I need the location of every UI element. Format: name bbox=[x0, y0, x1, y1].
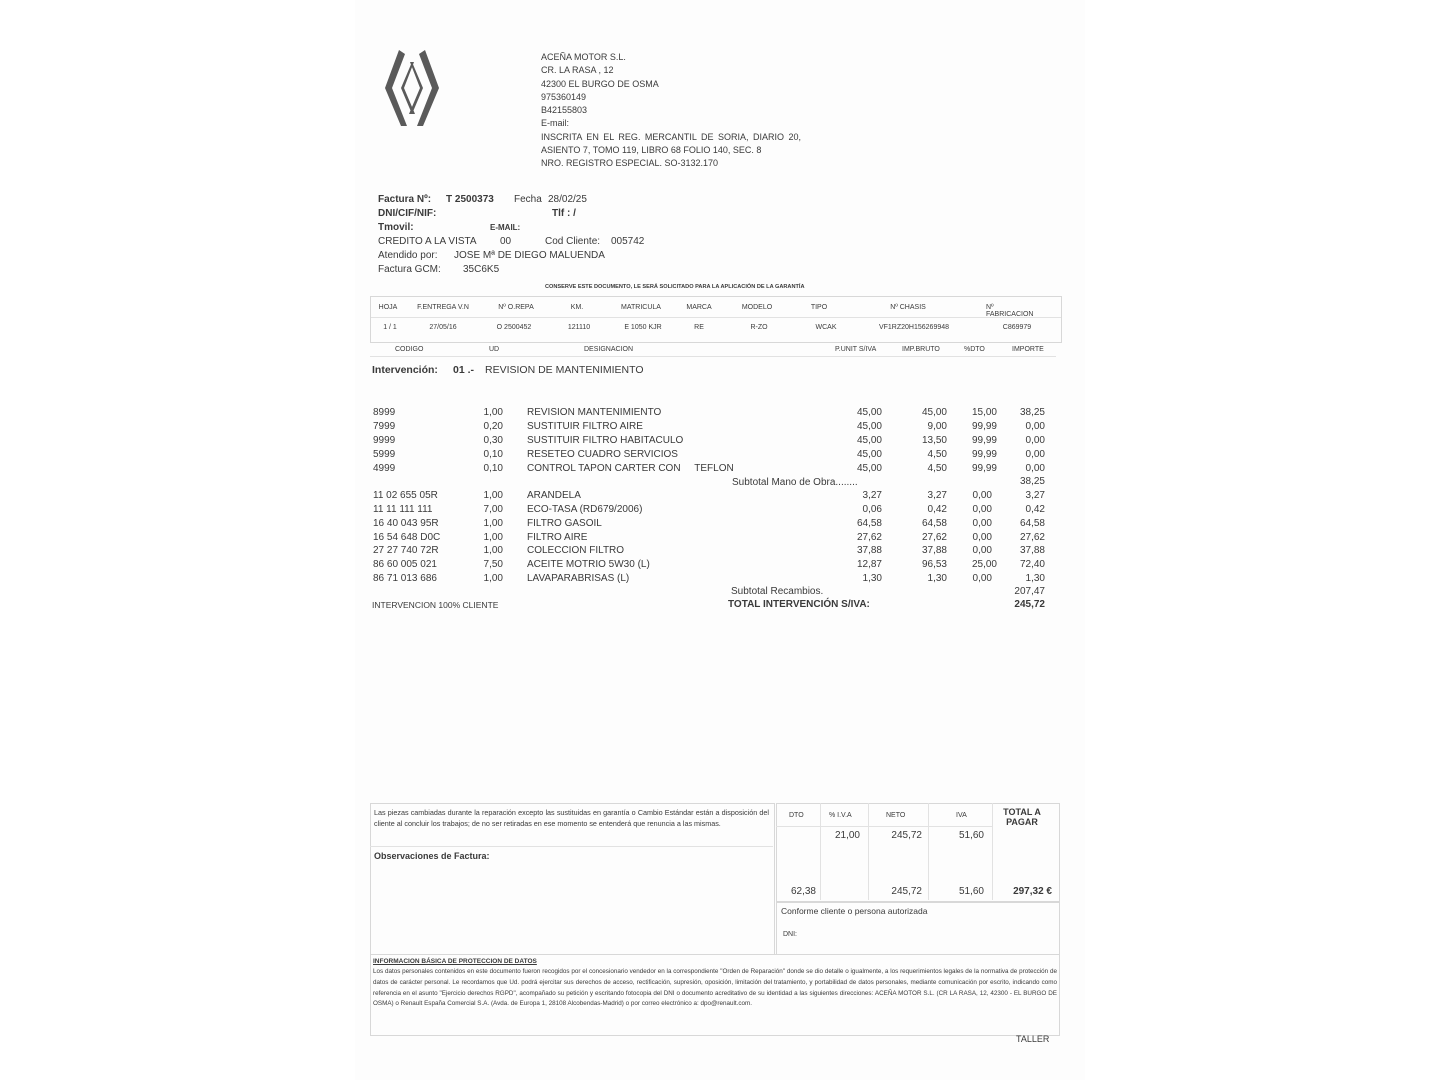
line-code: 5999 bbox=[373, 449, 396, 460]
line-amount: 0,00 bbox=[1025, 421, 1045, 432]
line-desc: COLECCION FILTRO bbox=[527, 545, 625, 556]
col-header-unit: P.UNIT S/IVA bbox=[835, 346, 877, 353]
col-header-dto: %DTO bbox=[964, 346, 985, 353]
table-row bbox=[372, 421, 1052, 435]
line-code: 11 11 111 111 bbox=[373, 504, 433, 515]
line-gross: 64,58 bbox=[921, 518, 947, 529]
line-amount: 38,25 bbox=[1019, 407, 1045, 418]
table-row bbox=[372, 435, 1052, 449]
workshop-label: TALLER bbox=[1016, 1034, 1050, 1044]
line-desc: SUSTITUIR FILTRO HABITACULO bbox=[527, 435, 684, 446]
line-unit: 45,00 bbox=[856, 421, 882, 432]
attended-by: JOSE Mª DE DIEGO MALUENDA bbox=[454, 250, 605, 261]
line-unit: 64,58 bbox=[856, 518, 882, 529]
attended-label: Atendido por: bbox=[378, 250, 438, 261]
line-dto: 99,99 bbox=[971, 435, 997, 446]
gcm-label: Factura GCM: bbox=[378, 264, 441, 275]
vehicle-value: E 1050 KJR bbox=[624, 324, 662, 331]
company-info bbox=[541, 51, 811, 171]
line-desc: FILTRO AIRE bbox=[527, 532, 588, 543]
invoice-date-label: Fecha bbox=[514, 194, 542, 205]
line-ud: 0,10 bbox=[483, 463, 503, 474]
payment-label: CREDITO A LA VISTA bbox=[378, 236, 477, 247]
iva-total: 51,60 bbox=[958, 886, 984, 897]
company-address1: CR. LA RASA , 12 bbox=[541, 65, 614, 76]
intervention-description: REVISION DE MANTENIMIENTO bbox=[485, 364, 644, 376]
company-name: ACEÑA MOTOR S.L. bbox=[541, 52, 626, 62]
grand-total: 297,32 € bbox=[1013, 886, 1052, 897]
gcm-code: 35C6K5 bbox=[463, 264, 500, 275]
line-desc: LAVAPARABRISAS (L) bbox=[527, 573, 630, 584]
vehicle-value: RE bbox=[694, 324, 704, 331]
vehicle-header: F.ENTREGA V.N bbox=[417, 304, 469, 311]
tax-col-divider bbox=[820, 803, 821, 900]
vehicle-header: Nº O.REPA bbox=[498, 304, 534, 311]
notice-divider bbox=[370, 846, 773, 847]
vehicle-value: C869979 bbox=[1002, 324, 1032, 331]
table-row bbox=[372, 559, 1052, 573]
line-unit: 12,87 bbox=[856, 559, 882, 570]
vehicle-value: O 2500452 bbox=[496, 324, 532, 331]
line-dto: 0,00 bbox=[972, 573, 992, 584]
company-phone: 975360149 bbox=[541, 91, 587, 102]
line-ud: 1,00 bbox=[483, 490, 503, 501]
line-ud: 7,00 bbox=[483, 504, 503, 515]
line-code: 11 02 655 05R bbox=[373, 490, 438, 501]
line-amount: 0,42 bbox=[1025, 504, 1045, 515]
line-gross: 3,27 bbox=[927, 490, 947, 501]
vehicle-value: WCAK bbox=[815, 324, 837, 331]
tax-col-divider bbox=[992, 803, 993, 900]
tax-col-divider bbox=[868, 803, 869, 900]
line-desc: FILTRO GASOIL bbox=[527, 518, 602, 529]
line-gross: 0,42 bbox=[927, 504, 947, 515]
observations-label: Observaciones de Factura: bbox=[374, 851, 490, 861]
line-code: 8999 bbox=[373, 407, 396, 418]
col-header-amount: IMPORTE bbox=[1012, 346, 1044, 353]
table-row bbox=[372, 407, 1052, 421]
tax-header-iva-rate: % I.V.A bbox=[829, 812, 852, 819]
parts-subtotal-label: Subtotal Recambios. bbox=[731, 586, 824, 597]
line-gross: 45,00 bbox=[921, 407, 947, 418]
net-total: 245,72 bbox=[891, 886, 922, 897]
dni-field-label: DNI: bbox=[783, 931, 797, 938]
invoice-number-label: Factura Nº: bbox=[378, 194, 432, 205]
line-code: 86 60 005 021 bbox=[373, 559, 437, 570]
line-dto: 0,00 bbox=[972, 518, 992, 529]
privacy-title: INFORMACION BÁSICA DE PROTECCION DE DATOS bbox=[373, 958, 537, 965]
net-row1-value: 245,72 bbox=[891, 830, 922, 841]
vehicle-header-row bbox=[371, 297, 1061, 318]
vehicle-header: MARCA bbox=[686, 304, 712, 311]
line-gross: 13,50 bbox=[921, 435, 947, 446]
line-ud: 0,20 bbox=[483, 421, 503, 432]
table-row bbox=[372, 518, 1052, 532]
signature-label: Conforme cliente o persona autorizada bbox=[781, 906, 928, 916]
line-dto: 99,99 bbox=[971, 463, 997, 474]
vehicle-header: Nº FABRICACION bbox=[986, 304, 1034, 318]
line-ud: 0,30 bbox=[483, 435, 503, 446]
line-desc: RESETEO CUADRO SERVICIOS bbox=[527, 449, 678, 460]
line-gross: 4,50 bbox=[927, 449, 947, 460]
line-unit: 45,00 bbox=[856, 435, 882, 446]
line-unit: 45,00 bbox=[856, 407, 882, 418]
line-ud: 1,00 bbox=[483, 573, 503, 584]
line-ud: 1,00 bbox=[483, 545, 503, 556]
tlf-label: Tlf : / bbox=[552, 208, 576, 219]
line-dto: 0,00 bbox=[972, 490, 992, 501]
line-dto: 15,00 bbox=[971, 407, 997, 418]
line-gross: 37,88 bbox=[921, 545, 947, 556]
line-desc: REVISION MANTENIMIENTO bbox=[527, 407, 662, 418]
line-amount: 64,58 bbox=[1019, 518, 1045, 529]
line-dto: 0,00 bbox=[972, 532, 992, 543]
col-header-code: CODIGO bbox=[395, 346, 424, 353]
parts-subtotal-value: 207,47 bbox=[1014, 586, 1045, 597]
table-row bbox=[372, 449, 1052, 463]
line-dto: 99,99 bbox=[971, 421, 997, 432]
line-code: 86 71 013 686 bbox=[373, 573, 437, 584]
dni-label: DNI/CIF/NIF: bbox=[378, 208, 437, 219]
line-unit: 27,62 bbox=[856, 532, 882, 543]
movil-label: Tmovil: bbox=[378, 222, 414, 233]
vehicle-value: 1 / 1 bbox=[383, 324, 397, 331]
parts-subtotal-row bbox=[372, 586, 1052, 600]
line-gross: 4,50 bbox=[927, 463, 947, 474]
client-note: INTERVENCION 100% CLIENTE bbox=[372, 600, 499, 610]
line-unit: 0,06 bbox=[862, 504, 882, 515]
client-code: 005742 bbox=[611, 236, 645, 247]
line-ud: 1,00 bbox=[483, 532, 503, 543]
table-row bbox=[372, 463, 1052, 477]
line-unit: 45,00 bbox=[856, 463, 882, 474]
line-amount: 0,00 bbox=[1025, 435, 1045, 446]
line-unit: 45,00 bbox=[856, 449, 882, 460]
invoice-number: T 2500373 bbox=[446, 194, 494, 205]
intervention-label: Intervención: bbox=[372, 364, 438, 376]
line-code: 16 40 043 95R bbox=[373, 518, 439, 529]
line-amount: 72,40 bbox=[1019, 559, 1045, 570]
vehicle-header: KM. bbox=[570, 304, 584, 311]
labor-subtotal-value-row bbox=[372, 476, 1052, 490]
line-code: 7999 bbox=[373, 421, 396, 432]
invoice-date: 28/02/25 bbox=[548, 194, 587, 205]
line-ud: 0,10 bbox=[483, 449, 503, 460]
total-to-pay-header: TOTAL A PAGAR bbox=[1003, 807, 1041, 827]
client-code-label: Cod Cliente: bbox=[545, 236, 601, 247]
table-row bbox=[372, 573, 1052, 587]
line-desc: ARANDELA bbox=[527, 490, 581, 501]
line-code: 4999 bbox=[373, 463, 396, 474]
intervention-number: 01 .- bbox=[453, 364, 475, 376]
vehicle-value: R-ZO bbox=[750, 324, 768, 331]
line-unit: 37,88 bbox=[856, 545, 882, 556]
line-ud: 1,00 bbox=[483, 518, 503, 529]
line-amount: 27,62 bbox=[1019, 532, 1045, 543]
line-dto: 25,00 bbox=[971, 559, 997, 570]
privacy-text: Los datos personales contenidos en este documento fueron recogidos por el concesionario vendedor en la correspondiente "Orden de Reparación" donde se dio detalle o igualmente, a los requerimientos legales de la normativa de protección de datos de carácter personal. Le recordamos que Ud. podrá ejercitar sus derechos de acceso, rectificación, supresión, oposición, limitación del tratamiento, y portabilidad de datos personales, mediante comunicación por escrito, indicando como referencia en el asunto "Ejercicio derechos RGPD", acompañado su petición y escritando fotocopia del DNI o documento acreditativo de su identidad a las siguientes direcciones: ACEÑA MOTOR S.L. (CR LA RASA, 12, 42300 - EL BURGO DE OSMA) o Renault España Comercial S.A. (Avda. de Europa 1, 28108 Alcobendas-Madrid) o por correo electrónico a: dpo@renault.com. bbox=[373, 968, 1057, 1008]
line-amount: 0,00 bbox=[1025, 449, 1045, 460]
table-row bbox=[372, 545, 1052, 559]
line-amount: 37,88 bbox=[1019, 545, 1045, 556]
line-desc: CONTROL TAPON CARTER CON TEFLON bbox=[527, 463, 734, 474]
tax-header-dto: DTO bbox=[789, 812, 804, 819]
line-gross: 1,30 bbox=[927, 573, 947, 584]
vehicle-table bbox=[370, 296, 1062, 343]
line-desc: ECO-TASA (RD679/2006) bbox=[527, 504, 643, 515]
line-gross: 96,53 bbox=[921, 559, 947, 570]
line-gross: 27,62 bbox=[921, 532, 947, 543]
line-desc: ACEITE MOTRIO 5W30 (L) bbox=[527, 559, 650, 570]
line-gross: 9,00 bbox=[927, 421, 947, 432]
col-header-gross: IMP.BRUTO bbox=[902, 346, 940, 353]
company-special-registry: NRO. REGISTRO ESPECIAL. SO-3132.170 bbox=[541, 158, 719, 169]
payment-code: 00 bbox=[500, 236, 512, 247]
line-ud: 7,50 bbox=[483, 559, 503, 570]
tax-header-iva: IVA bbox=[956, 812, 967, 819]
col-header-desc: DESIGNACION bbox=[584, 346, 634, 353]
iva-row1-value: 51,60 bbox=[958, 830, 984, 841]
labor-subtotal-label: Subtotal Mano de Obra........ bbox=[732, 477, 858, 488]
table-row bbox=[372, 490, 1052, 504]
table-row bbox=[372, 532, 1052, 546]
labor-subtotal-value: 38,25 bbox=[1019, 476, 1045, 487]
tax-header-net: NETO bbox=[886, 812, 906, 819]
tax-header-divider bbox=[776, 826, 992, 827]
line-code: 27 27 740 72R bbox=[373, 545, 439, 556]
renault-logo bbox=[383, 48, 441, 128]
line-ud: 1,00 bbox=[483, 407, 503, 418]
email-label: E-MAIL: bbox=[490, 223, 521, 232]
line-unit: 1,30 bbox=[862, 573, 882, 584]
tax-col-divider bbox=[928, 803, 929, 900]
total-intervention-label: TOTAL INTERVENCIÓN S/IVA: bbox=[728, 599, 870, 610]
line-amount: 0,00 bbox=[1025, 463, 1045, 474]
vehicle-header: MODELO bbox=[741, 304, 773, 311]
vehicle-value: 27/05/16 bbox=[429, 324, 457, 331]
line-code: 9999 bbox=[373, 435, 396, 446]
line-unit: 3,27 bbox=[862, 490, 882, 501]
company-address2: 42300 EL BURGO DE OSMA bbox=[541, 78, 659, 89]
vehicle-header: MATRICULA bbox=[621, 304, 661, 311]
vehicle-header: Nº CHASIS bbox=[890, 304, 926, 311]
table-row bbox=[372, 504, 1052, 518]
line-desc: SUSTITUIR FILTRO AIRE bbox=[527, 421, 643, 432]
col-header-ud: UD bbox=[489, 346, 500, 353]
line-code: 16 54 648 D0C bbox=[373, 532, 441, 543]
company-registry: INSCRITA EN EL REG. MERCANTIL DE SORIA, DIARIO 20, ASIENTO 7, TOMO 119, LIBRO 68 FOLIO 140, SEC. 8 bbox=[541, 131, 801, 156]
header-divider bbox=[370, 356, 1056, 357]
line-amount: 3,27 bbox=[1025, 490, 1045, 501]
guarantee-note: CONSERVE ESTE DOCUMENTO, LE SERÁ SOLICITADO PARA LA APLICACIÓN DE LA GARANTÍA bbox=[545, 284, 805, 290]
vehicle-value: 121110 bbox=[567, 324, 591, 331]
vehicle-value: VF1RZ20H156269948 bbox=[878, 324, 950, 331]
vehicle-header: HOJA bbox=[378, 304, 398, 311]
company-email-label: E-mail: bbox=[541, 118, 570, 129]
vehicle-header: TIPO bbox=[810, 304, 828, 311]
iva-rate-value: 21,00 bbox=[834, 830, 860, 841]
total-intervention-value: 245,72 bbox=[1014, 599, 1045, 610]
parts-notice: Las piezas cambiadas durante la reparación excepto las sustituidas en garantía o Cambio Estándar están a disposición del cliente al concluir los trabajos; de no ser retiradas en ese momento se entenderá que renuncia a las mismas. bbox=[374, 808, 769, 828]
line-amount: 1,30 bbox=[1025, 573, 1045, 584]
line-dto: 99,99 bbox=[971, 449, 997, 460]
discount-total: 62,38 bbox=[790, 886, 816, 897]
company-cif: B42155803 bbox=[541, 105, 588, 116]
line-dto: 0,00 bbox=[972, 504, 992, 515]
line-dto: 0,00 bbox=[972, 545, 992, 556]
